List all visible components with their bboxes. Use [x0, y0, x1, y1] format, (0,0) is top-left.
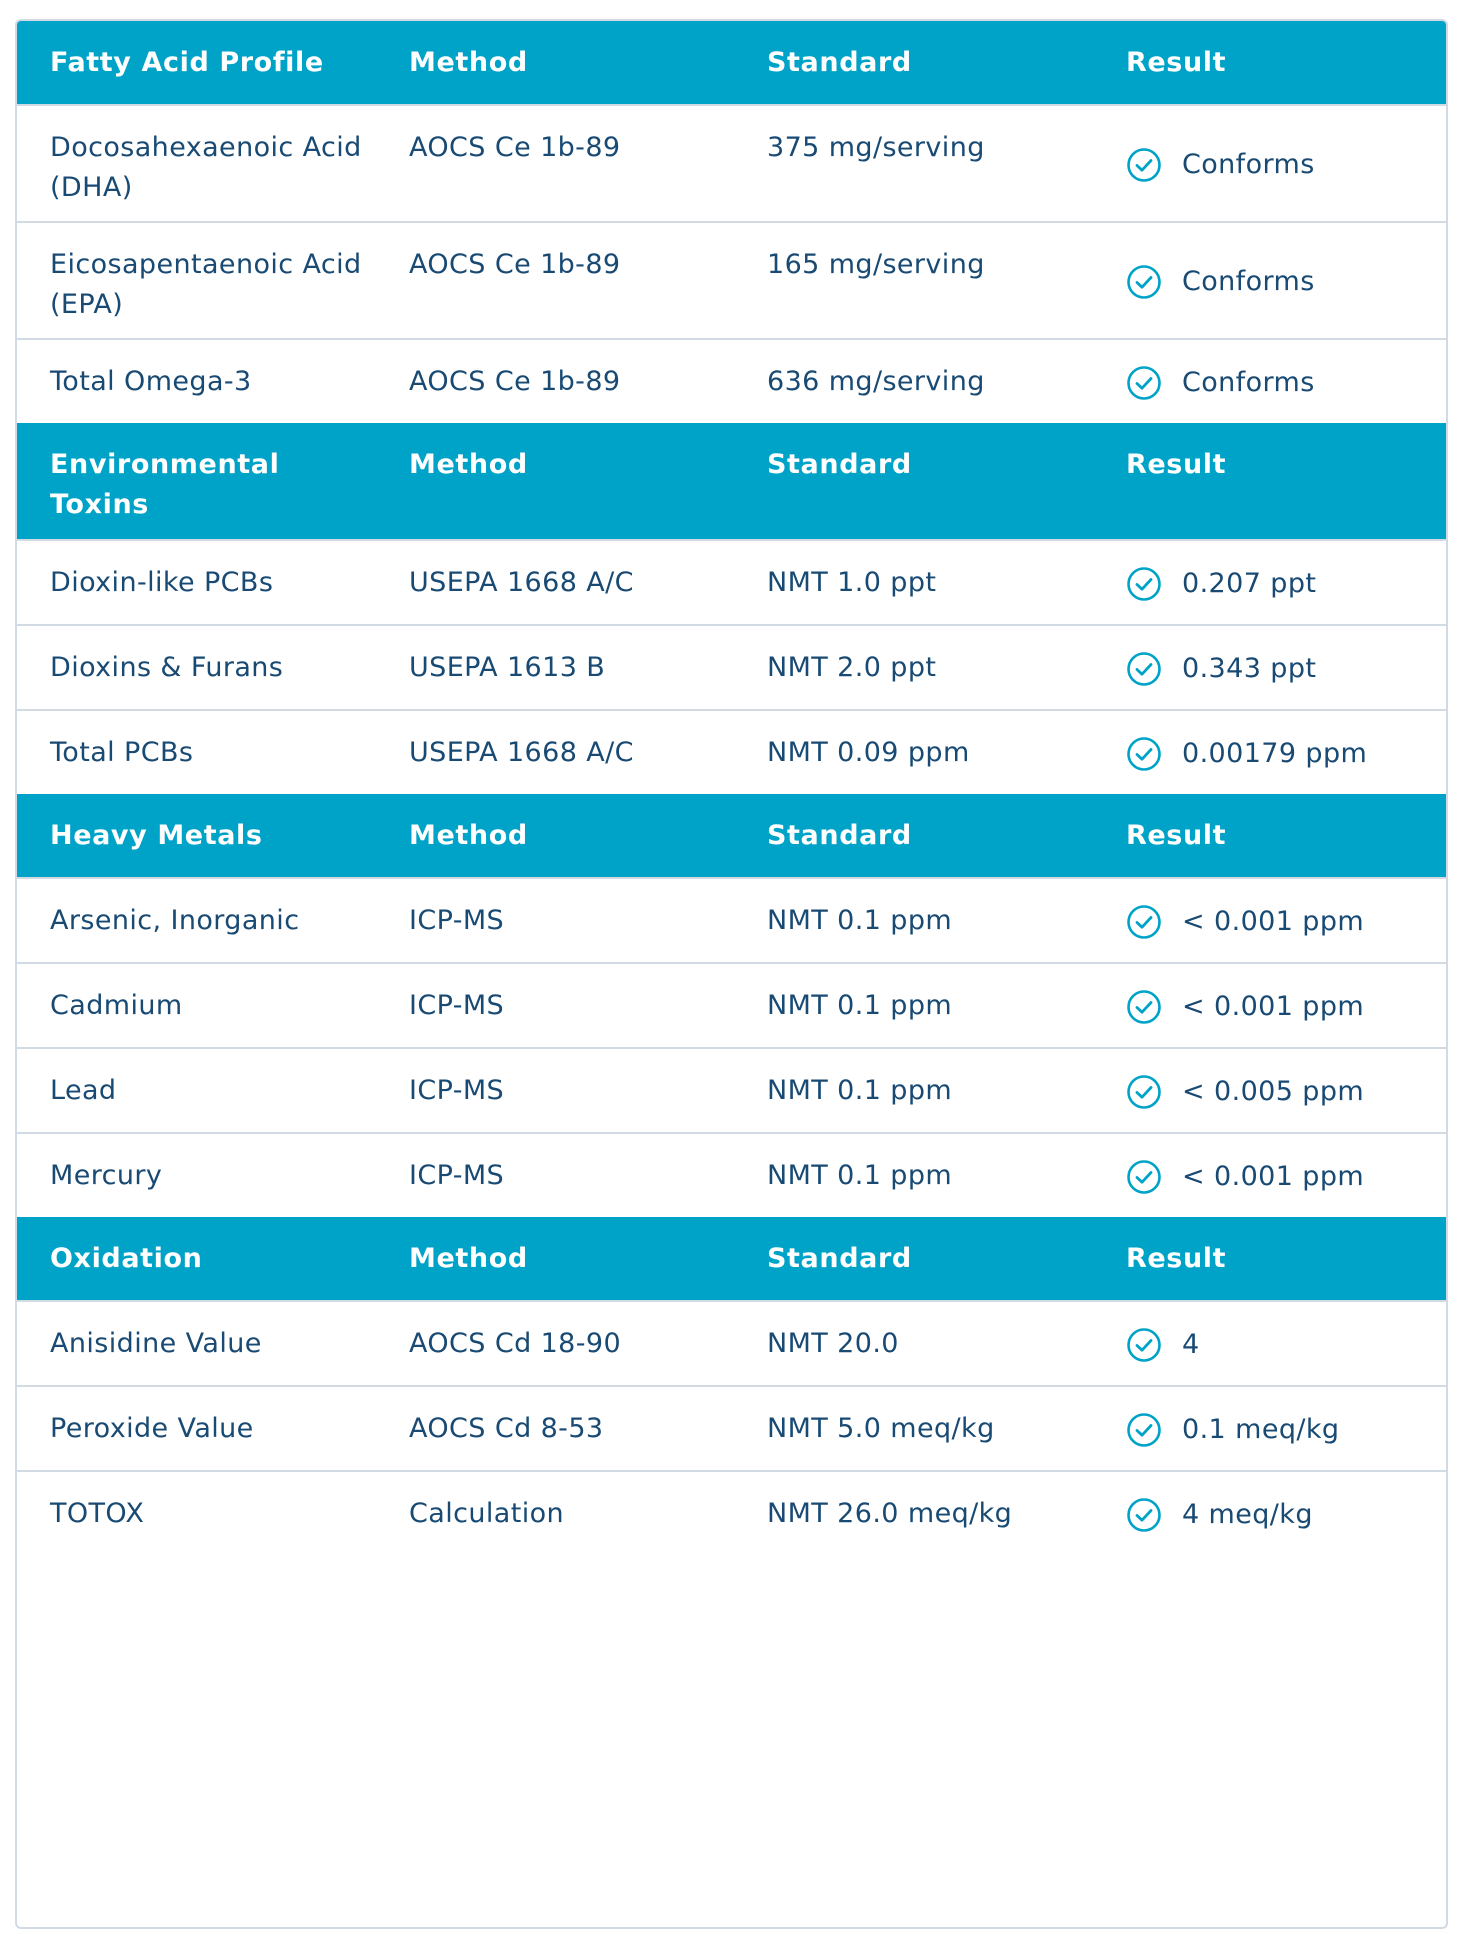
standard-value: NMT 5.0 meq/kg: [767, 1413, 995, 1444]
check-circle-icon: [1126, 1412, 1162, 1448]
check-circle-icon: [1126, 1497, 1162, 1533]
standard-value: NMT 0.1 ppm: [767, 905, 953, 936]
result-value: 4 meq/kg: [1182, 1498, 1313, 1530]
analyte-name: Total PCBs: [50, 737, 194, 768]
method-value: AOCS Ce 1b-89: [409, 249, 621, 280]
result-value: 0.343 ppt: [1182, 652, 1317, 684]
check-circle-icon: [1126, 147, 1162, 183]
result-cell: [1126, 879, 1436, 964]
check-circle-icon: [1126, 904, 1162, 940]
analyte-name: Cadmium: [50, 990, 183, 1021]
table-row: [17, 1470, 1446, 1555]
standard-value: 636 mg/serving: [767, 366, 985, 397]
result-cell: [1126, 340, 1436, 425]
check-circle-icon: [1126, 736, 1162, 772]
section-header: [17, 21, 1446, 104]
result-value: < 0.001 ppm: [1182, 990, 1365, 1022]
analyte-name: Arsenic, Inorganic: [50, 905, 300, 936]
method-value: USEPA 1668 A/C: [409, 737, 634, 768]
analyte-name: TOTOX: [50, 1498, 145, 1529]
result-header: Result: [1126, 1243, 1227, 1274]
analyte-name: Anisidine Value: [50, 1328, 262, 1359]
check-circle-icon: [1126, 1074, 1162, 1110]
result-value: Conforms: [1182, 148, 1315, 180]
table-row: [17, 709, 1446, 794]
result-header: Result: [1126, 449, 1227, 480]
test-results-table: [15, 19, 1448, 1929]
table-row: [17, 877, 1446, 962]
section-header: [17, 1217, 1446, 1300]
result-value: Conforms: [1182, 366, 1315, 398]
check-circle-icon: [1126, 566, 1162, 602]
result-value: 0.00179 ppm: [1182, 737, 1368, 769]
result-cell: [1126, 964, 1436, 1049]
method-header: Method: [409, 820, 528, 851]
section-title: Environmental Toxins: [50, 449, 280, 520]
method-value: AOCS Ce 1b-89: [409, 366, 621, 397]
table-row: [17, 624, 1446, 709]
method-value: ICP-MS: [409, 1075, 505, 1106]
result-cell: [1126, 1049, 1436, 1134]
result-value: Conforms: [1182, 265, 1315, 297]
standard-value: 375 mg/serving: [767, 132, 985, 163]
analyte-name: Mercury: [50, 1160, 163, 1191]
result-cell: [1126, 541, 1436, 626]
method-header: Method: [409, 1243, 528, 1274]
standard-value: NMT 0.1 ppm: [767, 990, 953, 1021]
table-row: [17, 539, 1446, 624]
standard-value: NMT 1.0 ppt: [767, 567, 937, 598]
method-value: ICP-MS: [409, 1160, 505, 1191]
check-circle-icon: [1126, 1327, 1162, 1363]
result-header: Result: [1126, 820, 1227, 851]
table-row: [17, 1300, 1446, 1385]
table-row: [17, 962, 1446, 1047]
analyte-name: Peroxide Value: [50, 1413, 254, 1444]
check-circle-icon: [1126, 264, 1162, 300]
table-row: [17, 1132, 1446, 1217]
check-circle-icon: [1126, 989, 1162, 1025]
standard-header: Standard: [767, 47, 912, 78]
analyte-name: Lead: [50, 1075, 117, 1106]
table-row: [17, 1385, 1446, 1470]
section-title: Heavy Metals: [50, 820, 263, 851]
analyte-name: Dioxins & Furans: [50, 652, 284, 683]
check-circle-icon: [1126, 365, 1162, 401]
method-value: AOCS Ce 1b-89: [409, 132, 621, 163]
section-title: Oxidation: [50, 1243, 203, 1274]
result-value: 0.207 ppt: [1182, 567, 1317, 599]
result-value: 0.1 meq/kg: [1182, 1413, 1340, 1445]
standard-value: 165 mg/serving: [767, 249, 985, 280]
table-row: [17, 221, 1446, 338]
result-cell: [1126, 1472, 1436, 1557]
section-title: Fatty Acid Profile: [50, 47, 324, 78]
section-header: [17, 794, 1446, 877]
analyte-name: Total Omega-3: [50, 366, 252, 397]
method-value: ICP-MS: [409, 990, 505, 1021]
result-header: Result: [1126, 47, 1227, 78]
standard-value: NMT 0.1 ppm: [767, 1075, 953, 1106]
result-cell: [1126, 223, 1436, 340]
result-cell: [1126, 1134, 1436, 1219]
standard-header: Standard: [767, 1243, 912, 1274]
standard-value: NMT 20.0: [767, 1328, 899, 1359]
method-value: AOCS Cd 18-90: [409, 1328, 622, 1359]
table-row: [17, 104, 1446, 221]
method-header: Method: [409, 47, 528, 78]
method-value: Calculation: [409, 1498, 565, 1529]
result-cell: [1126, 1302, 1436, 1387]
method-value: AOCS Cd 8-53: [409, 1413, 604, 1444]
standard-header: Standard: [767, 820, 912, 851]
result-cell: [1126, 711, 1436, 796]
method-value: ICP-MS: [409, 905, 505, 936]
method-value: USEPA 1668 A/C: [409, 567, 634, 598]
section-header: [17, 423, 1446, 539]
result-value: < 0.005 ppm: [1182, 1075, 1365, 1107]
check-circle-icon: [1126, 1159, 1162, 1195]
standard-header: Standard: [767, 449, 912, 480]
table-row: [17, 338, 1446, 423]
analyte-name: Docosahexaenoic Acid (DHA): [50, 132, 362, 203]
result-value: < 0.001 ppm: [1182, 905, 1365, 937]
analyte-name: Dioxin-like PCBs: [50, 567, 274, 598]
result-value: < 0.001 ppm: [1182, 1160, 1365, 1192]
method-value: USEPA 1613 B: [409, 652, 606, 683]
result-cell: [1126, 626, 1436, 711]
result-cell: [1126, 106, 1436, 223]
result-cell: [1126, 1387, 1436, 1472]
standard-value: NMT 0.1 ppm: [767, 1160, 953, 1191]
standard-value: NMT 26.0 meq/kg: [767, 1498, 1013, 1529]
analyte-name: Eicosapentaenoic Acid (EPA): [50, 249, 362, 320]
result-value: 4: [1182, 1328, 1200, 1360]
check-circle-icon: [1126, 651, 1162, 687]
method-header: Method: [409, 449, 528, 480]
table-row: [17, 1047, 1446, 1132]
standard-value: NMT 2.0 ppt: [767, 652, 937, 683]
standard-value: NMT 0.09 ppm: [767, 737, 970, 768]
